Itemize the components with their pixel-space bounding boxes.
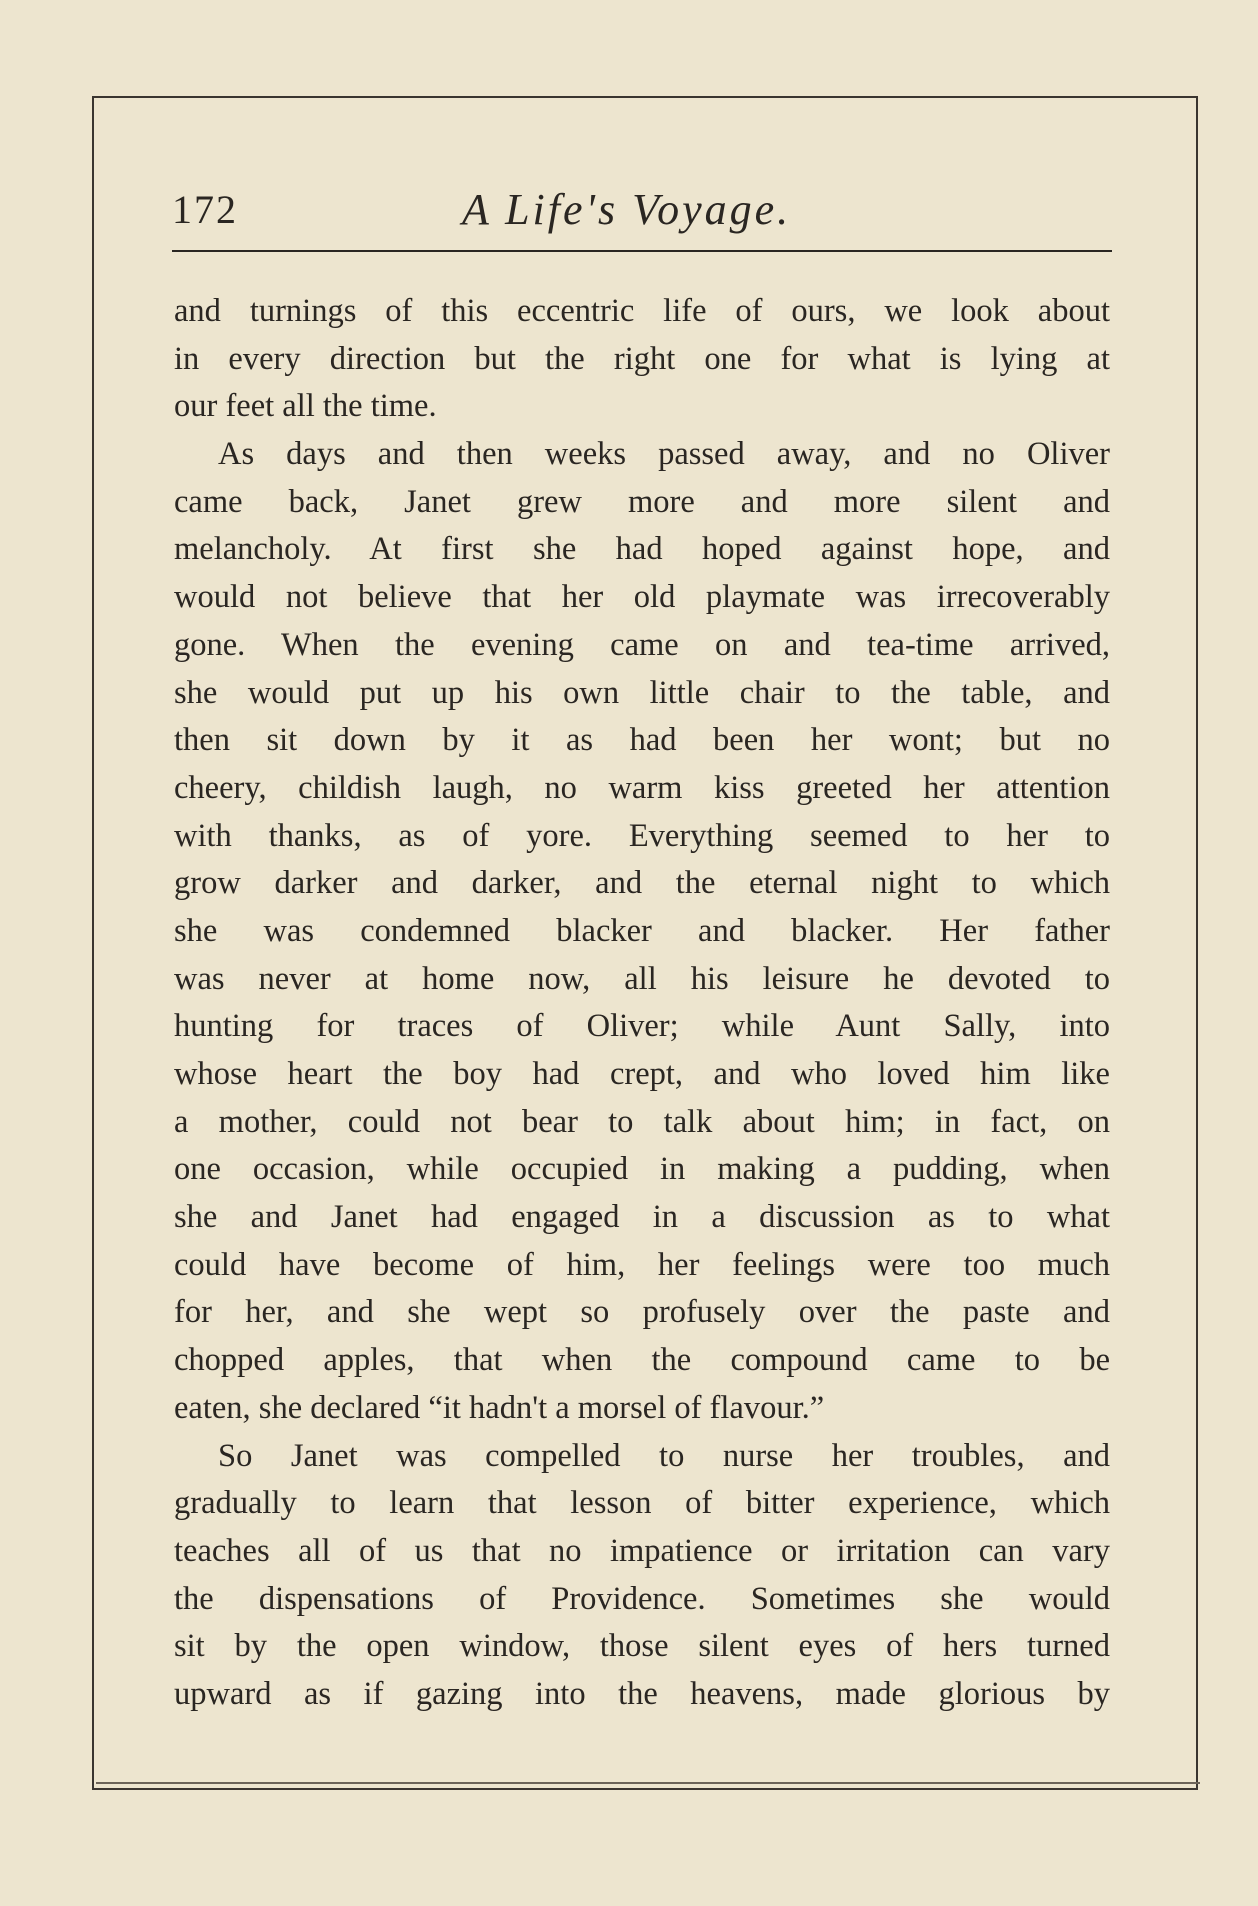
page-border-bottom-rule	[96, 1782, 1200, 1784]
text-line: she was condemned blacker and blacker. Her father	[174, 912, 1110, 949]
text-line: in every direction but the right one for what is lying at	[174, 340, 1110, 377]
text-line: with thanks, as of yore. Everything seemed to her to	[174, 817, 1110, 854]
text-line: she would put up his own little chair to the table, and	[174, 674, 1110, 711]
body-text	[174, 288, 1110, 1719]
running-title: A Life's Voyage.	[462, 185, 792, 234]
text-line: gone. When the evening came on and tea-time arrived,	[174, 626, 1110, 663]
text-line: hunting for traces of Oliver; while Aunt Sally, into	[174, 1008, 1110, 1045]
text-line: grow darker and darker, and the eternal night to which	[174, 865, 1110, 902]
text-line: was never at home now, all his leisure he devoted to	[174, 960, 1110, 997]
text-line: upward as if gazing into the heavens, made glorious by	[174, 1675, 1110, 1712]
text-line: and turnings of this eccentric life of ours, we look about	[174, 293, 1110, 329]
text-line: gradually to learn that lesson of bitter experience, which	[174, 1485, 1110, 1522]
text-line: one occasion, while occupied in making a pudding, when	[174, 1151, 1110, 1188]
text-line: our feet all the time.	[174, 388, 437, 425]
running-head	[172, 180, 1112, 240]
text-line: As days and then weeks passed away, and no Oliver	[218, 436, 1110, 473]
header-rule	[172, 250, 1112, 252]
text-line: for her, and she wept so profusely over the paste and	[174, 1294, 1110, 1331]
text-line: chopped apples, that when the compound came to be	[174, 1342, 1110, 1379]
text-line: came back, Janet grew more and more silent and	[174, 483, 1110, 520]
page-number: 172	[172, 187, 238, 232]
text-line: would not believe that her old playmate was irrecoverably	[174, 579, 1110, 616]
text-line: whose heart the boy had crept, and who loved him like	[174, 1056, 1110, 1092]
text-line: a mother, could not bear to talk about him; in fact, on	[174, 1103, 1110, 1140]
text-line: cheery, childish laugh, no warm kiss greeted her attention	[174, 769, 1110, 806]
text-line: she and Janet had engaged in a discussion as to what	[174, 1199, 1110, 1236]
text-line: melancholy. At first she had hoped against hope, and	[174, 531, 1110, 568]
text-line: sit by the open window, those silent eyes of hers turned	[174, 1628, 1110, 1665]
text-line: the dispensations of Providence. Sometimes she would	[174, 1580, 1110, 1617]
text-line: So Janet was compelled to nurse her troubles, and	[218, 1437, 1110, 1474]
text-line: teaches all of us that no impatience or irritation can vary	[174, 1532, 1110, 1569]
text-line: could have become of him, her feelings were too much	[174, 1246, 1110, 1283]
text-line: then sit down by it as had been her wont; but no	[174, 722, 1110, 759]
text-line: eaten, she declared “it hadn't a morsel of flavour.”	[174, 1389, 825, 1426]
